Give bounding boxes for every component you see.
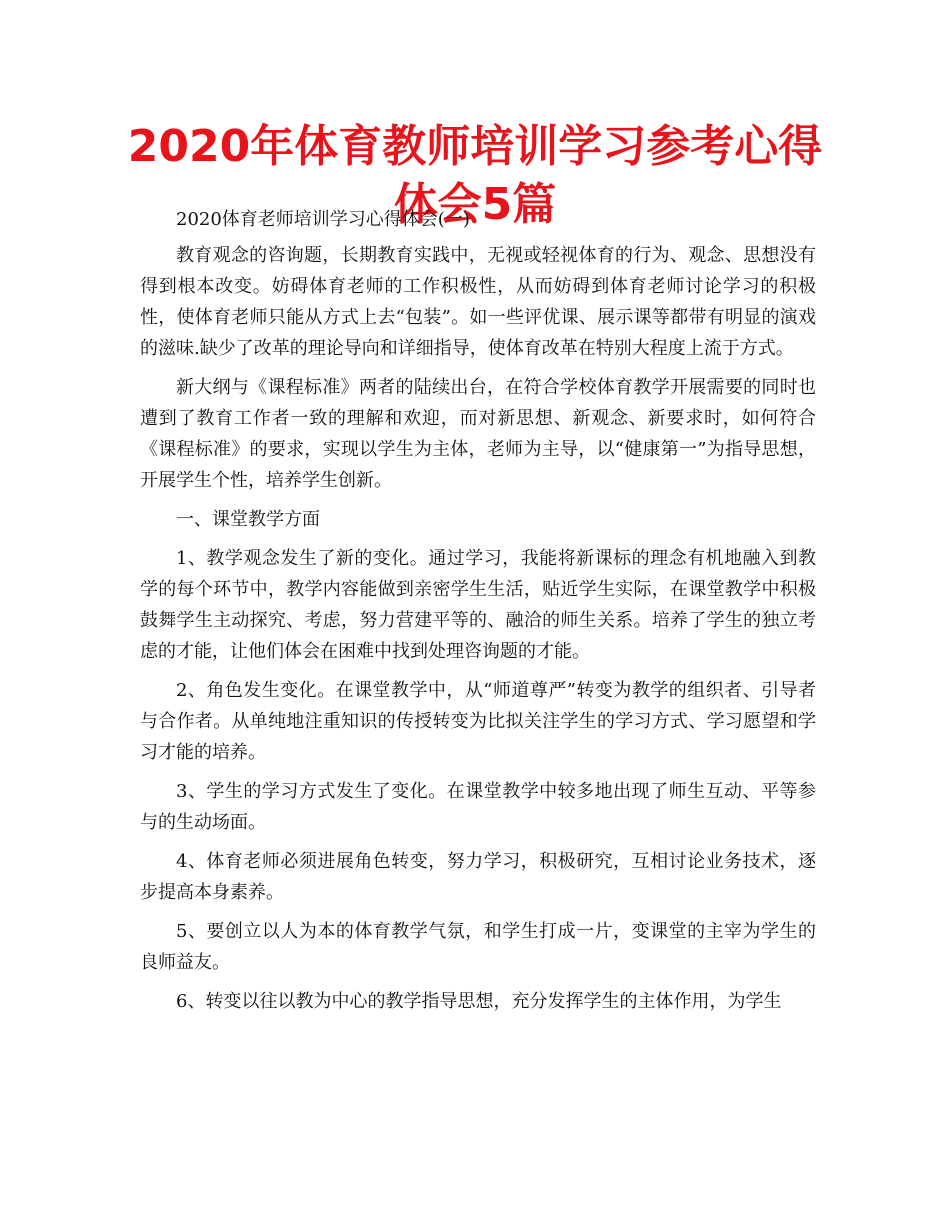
paragraph: 新大纲与《课程标准》两者的陆续出台，在符合学校体育教学开展需要的同时也遭到了教育工作者一致的理解和欢迎，而对新思想、新观念、新要求时，如何符合《课程标准》的要求，实现以学生为主体，老师为主导，以“健康第一”为指导思想，开展学生个性，培养学生创新。 (140, 377, 816, 491)
list-item: 3、学生的学习方式发生了变化。在课堂教学中较多地出现了师生互动、平等参与的生动场面。 (140, 781, 816, 833)
section-subtitle: 2020体育老师培训学习心得体会(一) (176, 209, 470, 230)
list-item: 2、角色发生变化。在课堂教学中，从“师道尊严”转变为教学的组织者、引导者与合作者。从单纯地注重知识的传授转变为比拟关注学生的学习方式、学习愿望和学习才能的培养。 (140, 680, 816, 763)
section-heading: 一、课堂教学方面 (176, 509, 320, 530)
list-item: 4、体育老师必须进展角色转变，努力学习，积极研究，互相讨论业务技术，逐步提高本身素养。 (140, 851, 816, 903)
document-title: 2020年体育教师培训学习参考心得体会5篇 (127, 121, 823, 230)
document-body (140, 208, 816, 1017)
list-item: 5、要创立以人为本的体育教学气氛，和学生打成一片，变课堂的主宰为学生的良师益友。 (140, 921, 816, 973)
paragraph: 教育观念的咨询题，长期教育实践中，无视或轻视体育的行为、观念、思想没有得到根本改变。妨碍体育老师的工作积极性，从而妨碍到体育老师讨论学习的积极性，使体育老师只能从方式上去“包装”。如一些评优课、展示课等都带有明显的演戏的滋味.缺少了改革的理论导向和详细指导，使体育改革在特别大程度上流于方式。 (140, 245, 816, 359)
list-item: 1、教学观念发生了新的变化。通过学习，我能将新课标的理念有机地融入到教学的每个环节中，教学内容能做到亲密学生生活，贴近学生实际，在课堂教学中积极鼓舞学生主动探究、考虑，努力营建平等的、融洽的师生关系。培养了学生的独立考虑的才能，让他们体会在困难中找到处理咨询题的才能。 (140, 548, 816, 662)
list-item: 6、转变以往以教为中心的教学指导思想，充分发挥学生的主体作用，为学生 (176, 991, 782, 1012)
